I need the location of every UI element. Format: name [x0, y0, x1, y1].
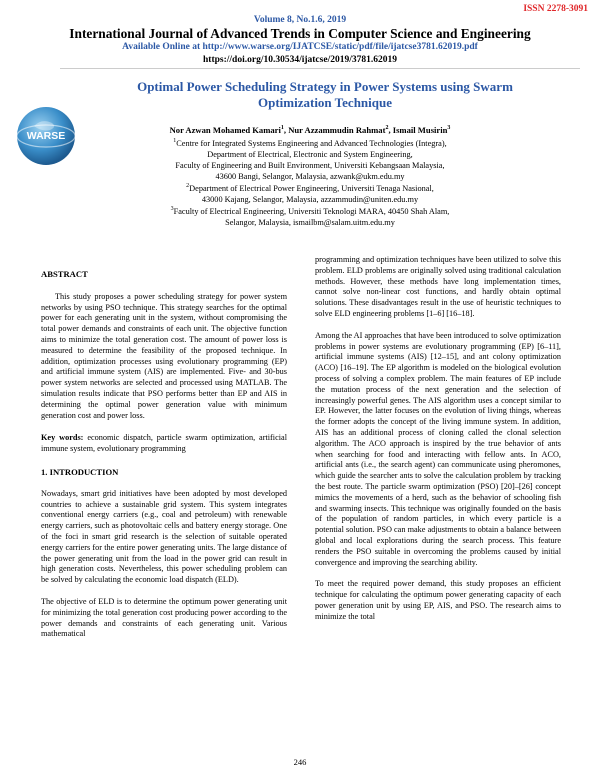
paper-title — [80, 79, 570, 111]
introduction-paragraph-2: The objective of ELD is to determine the optimum power generating unit for minimizing the total generation cost producing power according to the power demands and constraints of each generating unit. Various mathematical — [41, 596, 287, 639]
introduction-paragraph-1: Nowadays, smart grid initiatives have been adopted by most developed countries to achieve a sustainable grid system. This system integrates conventional energy carriers (e.g., coal and petroleum) with renewable energy carriers, such as photovoltaic cells and battery energy storage. One of the foci in smart grid research is the selection of suitable operated energy carriers for the entire power generating units. The large distance of the power generating unit from the load in the power grid can result in high generation costs. Nevertheless, this power scheduling problem can be solved by calculating the economic load dispatch (ELD). — [41, 488, 287, 585]
affiliation-sup: 1 — [173, 138, 177, 144]
journal-title: International Journal of Advanced Trends in Computer Science and Engineering — [69, 26, 531, 41]
affiliation-line: 43600 Bangi, Selangor, Malaysia, azwank@ukm.edu.my — [215, 172, 405, 182]
header-divider — [60, 68, 580, 69]
issn-label: ISSN 2278-3091 — [523, 4, 588, 14]
affiliation-line: 43000 Kajang, Selangor, Malaysia, azzammudin@uniten.edu.my — [201, 194, 419, 204]
left-column — [41, 269, 287, 640]
author-sup: 1 — [280, 125, 284, 132]
author-name: Nur Azzammudin Rahmat — [288, 125, 386, 135]
paper-title-line-2: Optimization Technique — [258, 95, 392, 110]
page-number: 246 — [293, 757, 307, 767]
affiliation-line: Centre for Integrated Systems Engineering and Advanced Technologies (Integra), — [176, 138, 447, 148]
keywords-text: economic dispatch, particle swarm optimization, artificial immune system, evolutionary programming — [41, 433, 287, 454]
abstract-heading: ABSTRACT — [41, 269, 88, 279]
author-list: Nor Azwan Mohamed Kamari$^1$, Nur Azzammudin Rahmat$^2$, Ismail Musirin$^3$ — [169, 125, 451, 135]
affiliation-sup: 2 — [186, 183, 190, 189]
author-name: Ismail Musirin — [392, 125, 448, 135]
keywords-label: Key words: — [41, 433, 84, 443]
available-online-link[interactable]: Available Online at http://www.warse.org/IJATCSE/static/pdf/file/ijatcse3781.62019.pdf — [122, 42, 478, 52]
affiliation-sup: 3 — [170, 206, 174, 212]
author-name: Nor Azwan Mohamed Kamari — [169, 125, 281, 135]
affiliation-3 — [100, 204, 520, 228]
affiliation-line: Department of Electrical Power Engineering, Universiti Tenaga Nasional, — [189, 183, 434, 193]
paper-title-line-1: Optimal Power Scheduling Strategy in Power Systems using Swarm — [137, 79, 513, 94]
logo-text: WARSE — [26, 130, 66, 142]
affiliation-line: Faculty of Engineering and Built Environment, Universiti Kebangsaan Malaysia, — [175, 160, 445, 170]
right-paragraph-2: Among the AI approaches that have been introduced to solve optimization problems in power systems are evolutionary programming (EP) [6–11], artificial immune systems (AIS) [12–15], and ant colony optimization (ACO) [16–19]. The EP algorithm is modeled on the biological evolution process of solving a complex problem. The main features of EP include the mutation process of the next generation and the selection of increasingly powerful genes. The AIS algorithm uses a concept similar to EP. However, the latter focuses on the evolution of living things, whereas the former adopts the concept of the living immune system. In addition, AIS has an additional process of cloning called the clonal selection algorithm. The ACO approach is inspired by the true behavior of ants when searching for food and interacting with fellow ants. In ACO, artificial ants (i.e., the search agent) can communicate using pheromones, which guide the searcher ants to solve the calculation problem by tracking the best route. The particle swarm optimization (PSO) [20]–[26] concept mimics the movements of a herd, such as the behavior of schooling fish and swarming insects. This technique was originally founded on the basis of the population of random particles, in which every particle is a potential solution. PSO can make adjustments to obtain a balance between global and local explorations during the search process. This feature renders the PSO suitable in overcoming the problems caused by initial convergence and improving the searching ability. — [315, 330, 561, 567]
author-sup: 2 — [385, 125, 389, 132]
affiliation-line: Selangor, Malaysia, ismailbm@salam.uitm.edu.my — [225, 217, 395, 227]
affiliation-2 — [100, 181, 520, 205]
doi-link[interactable]: https://doi.org/10.30534/ijatcse/2019/3781.62019 — [203, 55, 397, 65]
affiliation-line: Department of Electrical, Electronic and System Engineering, — [207, 149, 413, 159]
introduction-heading: 1. INTRODUCTION — [41, 466, 119, 477]
warse-logo — [14, 104, 78, 168]
keywords — [41, 433, 287, 455]
affiliation-1 — [100, 136, 520, 182]
author-sup: 3 — [447, 125, 451, 132]
right-paragraph-3: To meet the required power demand, this study proposes an efficient technique for calculating the optimum power generating capacity of each power generation unit by using EP, AIS, and PSO. The research aims to minimize the total — [315, 579, 561, 621]
right-column — [315, 255, 561, 623]
abstract-text: This study proposes a power scheduling strategy for power system networks by using PSO technique. This strategy searches for the optimal power for each generating unit in the system, without compromising the total power demands and constraints of each unit. The objective function aims to minimize the total generation cost. The amount of power loss is measured to determine the feasibility of the proposed technique. In addition, optimization processes using evolutionary programming (EP) and artificial immune system (AIS) are implemented. Five- and 30-bus power system networks are selected and processed using MATLAB. The simulation results indicate that PSO performs better than EP and AIS in determining the optimal power generation value with minimum generation cost and power loss. — [41, 291, 287, 420]
right-paragraph-1: programming and optimization techniques have been utilized to solve this problem. ELD problems are originally solved using traditional calculation methods. However, these methods have long implementation times, cannot solve non-linear cost functions, and hardly obtain optimal solutions. These disadvantages result in the use of heuristic techniques to solve ELD engineering problems [1–6] [16–18]. — [315, 255, 561, 318]
affiliation-line: Faculty of Electrical Engineering, Universiti Teknologi MARA, 40450 Shah Alam, — [173, 206, 450, 216]
volume-label: Volume 8, No.1.6, 2019 — [253, 15, 347, 25]
